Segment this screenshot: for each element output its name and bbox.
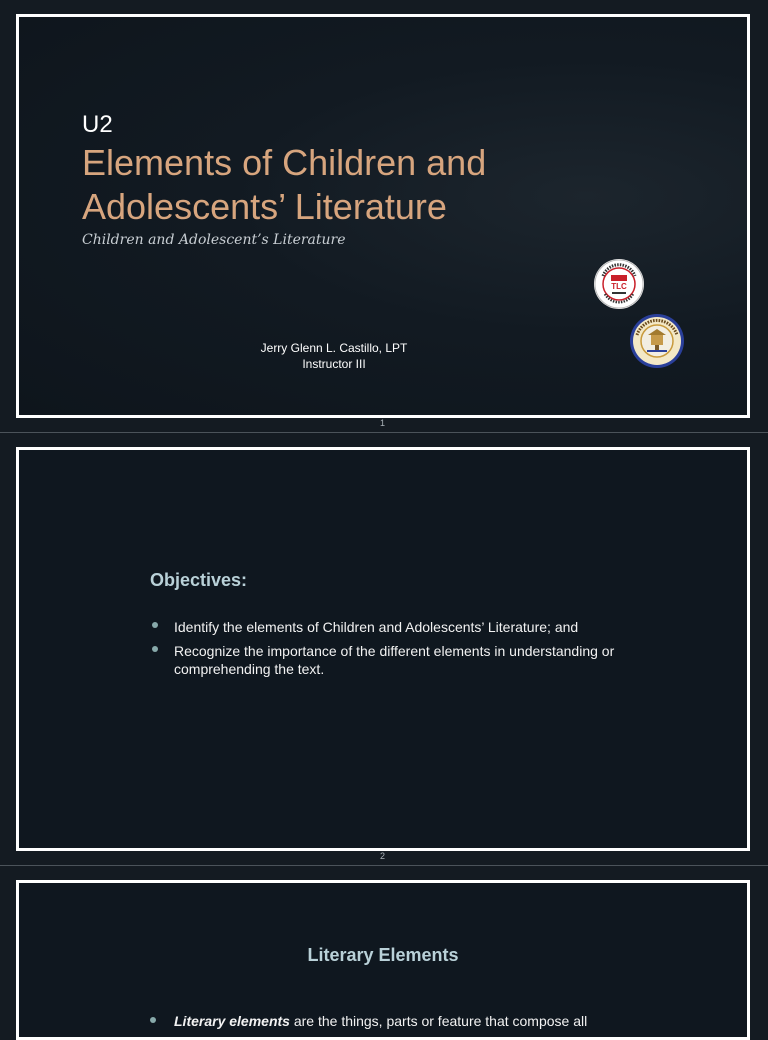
author-position: Instructor III <box>302 357 366 371</box>
page-divider <box>0 865 768 866</box>
title-line-1: Elements of Children and <box>82 142 487 183</box>
objectives-heading: Objectives: <box>150 570 248 590</box>
objectives-slide <box>16 447 750 851</box>
bullet-dot <box>152 622 158 628</box>
teacher-education-seal-logo <box>629 313 685 369</box>
bullet-dot <box>152 646 158 652</box>
title-slide <box>16 14 750 418</box>
list-item <box>150 642 670 678</box>
term-literary-elements: Literary elements <box>174 1013 290 1029</box>
definition-text: are the things, parts or feature that compose all <box>289 1013 588 1029</box>
page-number: 1 <box>380 418 386 428</box>
objective-text: Identify the elements of Children and Adolescents’ Literature; and <box>174 619 579 635</box>
list-item <box>150 1013 710 1029</box>
objectives-list <box>150 618 670 684</box>
slide-title <box>82 141 582 229</box>
logo1-text: TLC <box>611 282 627 291</box>
list-item <box>150 618 670 636</box>
page-divider <box>0 432 768 433</box>
title-line-2: Adolescents’ Literature <box>82 186 447 227</box>
objective-text: Recognize the importance of the different elements in understanding or comprehending the text. <box>174 643 615 677</box>
author-name: Jerry Glenn L. Castillo, LPT <box>260 341 408 355</box>
page-number: 2 <box>380 851 386 861</box>
college-seal-logo <box>593 258 645 310</box>
literary-elements-heading: Literary Elements <box>307 945 459 965</box>
author-block <box>229 340 439 372</box>
unit-label: U2 <box>82 111 113 138</box>
slide-subtitle: Children and Adolescent’s Literature <box>82 232 346 248</box>
literary-elements-slide <box>16 880 750 1040</box>
